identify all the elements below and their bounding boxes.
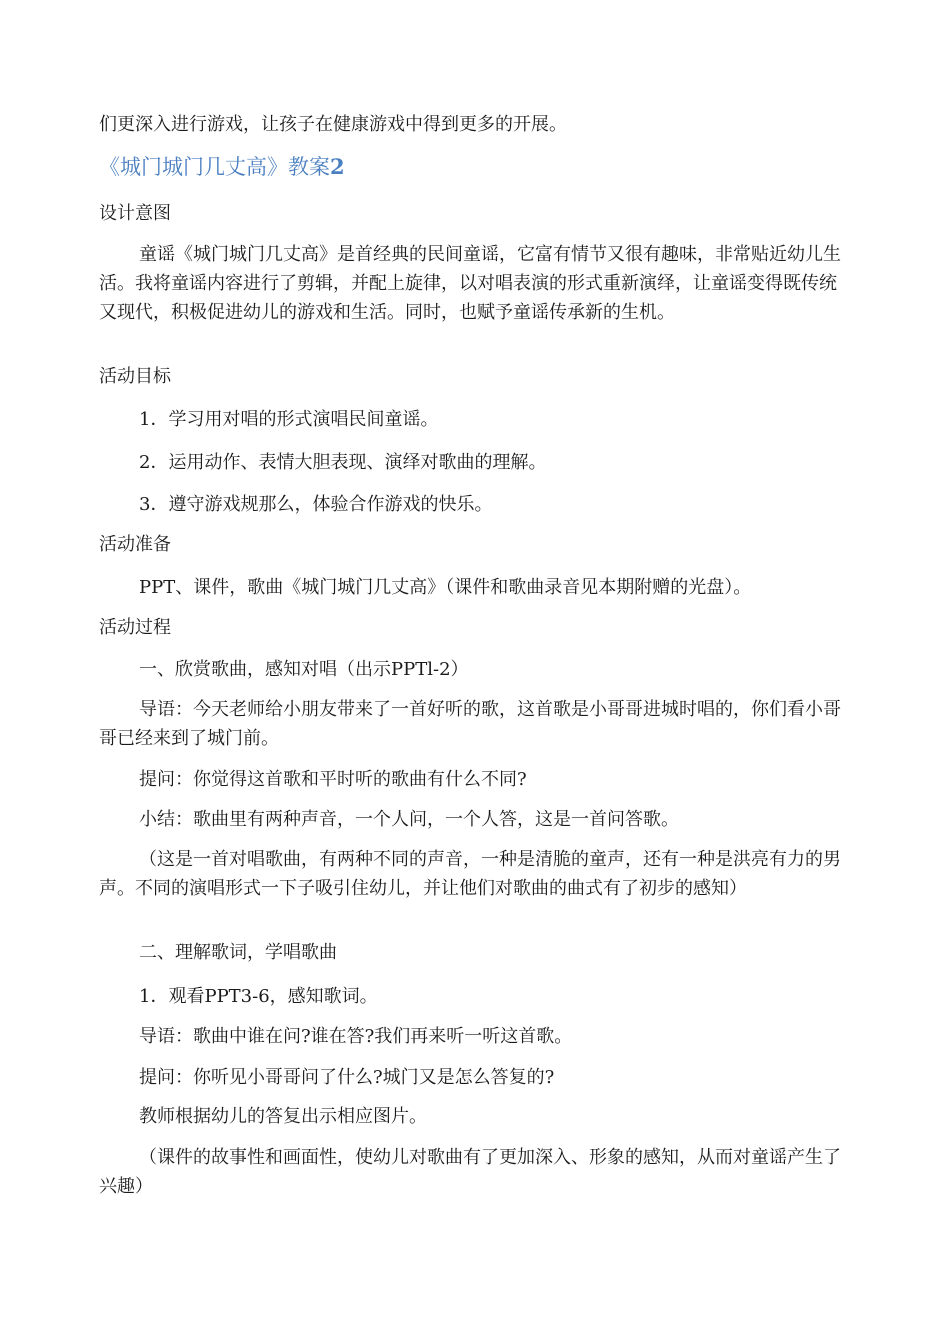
goals-heading: 活动目标 (99, 366, 171, 387)
lesson-title-number: 2 (330, 154, 345, 179)
process-paragraph-4: 小结：歌曲里有两种声音，一个人问，一个人答，这是一首问答歌。 (139, 809, 679, 830)
process-paragraph-9: 提问：你听见小哥哥问了什么?城门又是怎么答复的? (139, 1067, 555, 1088)
process-paragraph-3: 提问：你觉得这首歌和平时听的歌曲有什么不同? (139, 769, 527, 790)
goal-item-1: 1．学习用对唱的形式演唱民间童谣。 (139, 409, 439, 430)
lesson-title-text: 《城门城门几丈高》教案 (99, 155, 330, 179)
prep-heading: 活动准备 (99, 534, 171, 555)
process-paragraph-7: 1．观看PPT3-6，感知歌词。 (139, 986, 378, 1007)
prep-paragraph: PPT、课件，歌曲《城门城门几丈高》（课件和歌曲录音见本期附赠的光盘）。 (139, 577, 752, 598)
process-paragraph-2: 导语：今天老师给小朋友带来了一首好听的歌，这首歌是小哥哥进城时唱的，你们看小哥哥已经来到了城门前。 (99, 699, 841, 749)
goal-item-3: 3．遵守游戏规那么，体验合作游戏的快乐。 (139, 494, 493, 515)
goal-item-2: 2．运用动作、表情大胆表现、演绎对歌曲的理解。 (139, 452, 547, 473)
process-paragraph-6: 二、理解歌词，学唱歌曲 (139, 942, 337, 963)
process-paragraph-5: （这是一首对唱歌曲，有两种不同的声音，一种是清脆的童声，还有一种是洪亮有力的男声。不同的演唱形式一下子吸引住幼儿，并让他们对歌曲的曲式有了初步的感知） (99, 849, 841, 899)
intro-tail-paragraph: 们更深入进行游戏，让孩子在健康游戏中得到更多的开展。 (99, 114, 567, 135)
design-heading: 设计意图 (99, 203, 171, 224)
process-paragraph-10: 教师根据幼儿的答复出示相应图片。 (139, 1106, 427, 1127)
process-heading: 活动过程 (99, 617, 171, 638)
process-paragraph-8: 导语：歌曲中谁在问?谁在答?我们再来听一听这首歌。 (139, 1026, 573, 1047)
design-paragraph: 童谣《城门城门几丈高》是首经典的民间童谣，它富有情节又很有趣味，非常贴近幼儿生活。我将童谣内容进行了剪辑，并配上旋律，以对唱表演的形式重新演绎，让童谣变得既传统又现代，积极促进幼儿的游戏和生活。同时，也赋予童谣传承新的生机。 (99, 244, 841, 323)
process-paragraph-11: （课件的故事性和画面性，使幼儿对歌曲有了更加深入、形象的感知，从而对童谣产生了兴趣） (99, 1147, 841, 1197)
process-paragraph-1: 一、欣赏歌曲，感知对唱（出示PPTl-2） (139, 659, 469, 680)
lesson-title (99, 152, 851, 182)
